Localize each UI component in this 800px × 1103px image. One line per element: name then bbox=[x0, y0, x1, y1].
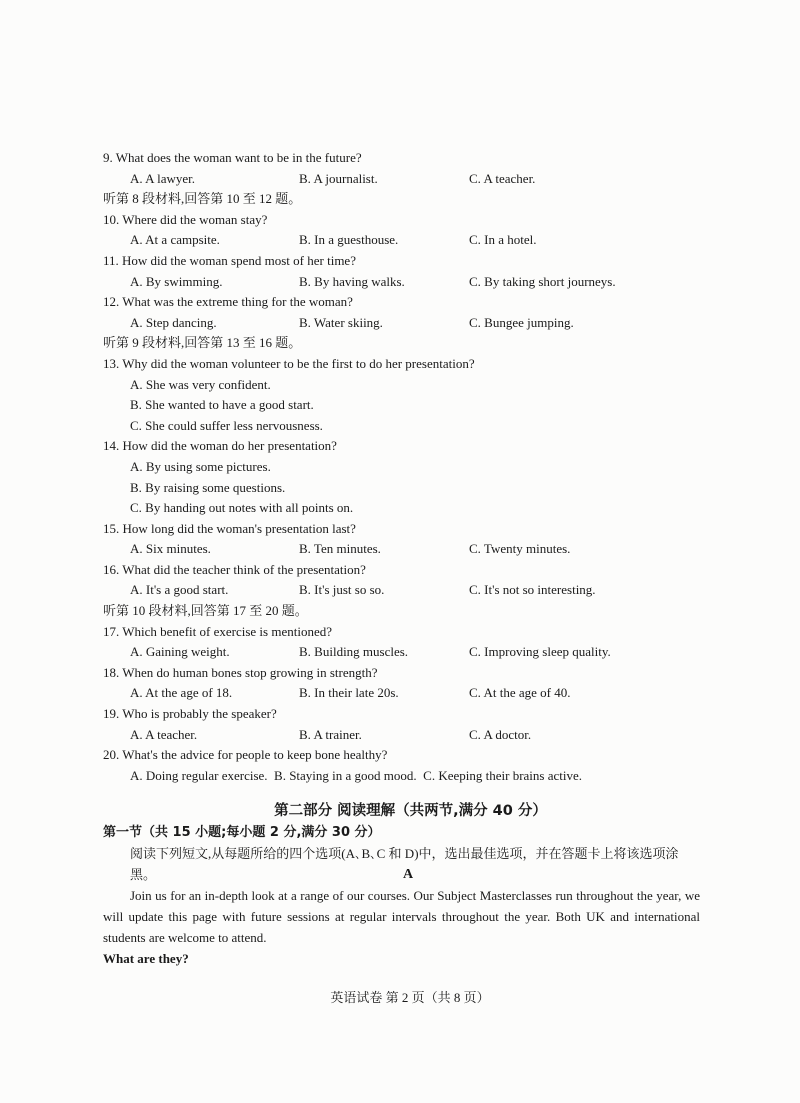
question-15-options bbox=[103, 539, 703, 560]
option-c: C. Twenty minutes. bbox=[469, 541, 571, 557]
question-13-stem: 13. Why did the woman volunteer to be the first to do her presentation? bbox=[103, 355, 475, 371]
option-a: A. By swimming. bbox=[130, 273, 223, 289]
option-a: A. At the age of 18. bbox=[130, 685, 233, 701]
question-11-stem: 11. How did the woman spend most of her time? bbox=[103, 252, 356, 268]
option-a: A. Gaining weight. bbox=[130, 644, 230, 660]
option-a: A. At a campsite. bbox=[130, 232, 220, 248]
option-a: A. Step dancing. bbox=[130, 314, 217, 330]
question-13-option-a: A. She was very confident. bbox=[130, 376, 271, 392]
reading-direction: 阅读下列短文,从每题所给的四个选项(A､B､C 和 D)中，选出最佳选项，并在答题卡上将该选项涂黑。 bbox=[130, 846, 679, 883]
question-14-stem: 14. How did the woman do her presentation? bbox=[103, 438, 337, 454]
question-13-option-b: B. She wanted to have a good start. bbox=[130, 397, 314, 413]
what-are-they-heading: What are they? bbox=[103, 951, 189, 967]
instruction-section-9: 听第 9 段材料,回答第 13 至 16 题。 bbox=[103, 335, 302, 351]
option-b: B. Water skiing. bbox=[299, 314, 383, 330]
passage-paragraph bbox=[103, 885, 700, 948]
question-14-option-c: C. By handing out notes with all points on. bbox=[130, 500, 354, 516]
option-b: B. Building muscles. bbox=[299, 644, 409, 660]
question-18-options bbox=[103, 683, 703, 704]
option-b: B. A journalist. bbox=[299, 170, 378, 186]
question-10-options bbox=[103, 230, 703, 251]
exam-content bbox=[103, 148, 703, 969]
option-c: C. A doctor. bbox=[469, 726, 532, 742]
question-12-stem: 12. What was the extreme thing for the woman? bbox=[103, 294, 353, 310]
instruction-section-8: 听第 8 段材料,回答第 10 至 12 题。 bbox=[103, 191, 302, 207]
question-9-options bbox=[103, 169, 703, 190]
option-a: A. It's a good start. bbox=[130, 582, 229, 598]
option-a: A. A lawyer. bbox=[130, 170, 195, 186]
question-14-option-b: B. By raising some questions. bbox=[130, 479, 286, 495]
question-9-stem: 9. What does the woman want to be in the future? bbox=[103, 150, 362, 165]
question-19-options bbox=[103, 725, 703, 746]
question-14-option-a: A. By using some pictures. bbox=[130, 458, 271, 474]
question-20-stem: 20. What's the advice for people to keep bone healthy? bbox=[103, 747, 388, 763]
option-b: B. A trainer. bbox=[299, 726, 362, 742]
option-b: B. In their late 20s. bbox=[299, 685, 399, 701]
question-19-stem: 19. Who is probably the speaker? bbox=[103, 706, 277, 722]
option-c: C. Bungee jumping. bbox=[469, 314, 574, 330]
passage-text: Join us for an in-depth look at a range of our courses. Our Subject Masterclasses run throughout the year, we will update this page with future sessions at regular intervals throughout the year. Both UK and international students are welcome to attend. bbox=[103, 888, 700, 946]
page-footer: 英语试卷 第 2 页（共 8 页） bbox=[330, 990, 490, 1005]
option-a: A. Six minutes. bbox=[130, 541, 211, 557]
section-1-title: 第一节（共 15 小题;每小题 2 分,满分 30 分） bbox=[103, 825, 381, 841]
question-12-options bbox=[103, 313, 703, 334]
option-c: C. In a hotel. bbox=[469, 232, 537, 248]
option-c: C. A teacher. bbox=[469, 170, 536, 186]
question-11-options bbox=[103, 272, 703, 293]
option-a: A. A teacher. bbox=[130, 726, 198, 742]
question-16-options bbox=[103, 580, 703, 601]
question-20-options: A. Doing regular exercise. B. Staying in a good mood. C. Keeping their brains active. bbox=[130, 767, 583, 783]
option-c: C. By taking short journeys. bbox=[469, 273, 616, 289]
option-b: B. By having walks. bbox=[299, 273, 405, 289]
question-18-stem: 18. When do human bones stop growing in strength? bbox=[103, 664, 378, 680]
instruction-section-10: 听第 10 段材料,回答第 17 至 20 题。 bbox=[103, 603, 308, 619]
question-16-stem: 16. What did the teacher think of the presentation? bbox=[103, 561, 366, 577]
option-c: C. It's not so interesting. bbox=[469, 582, 596, 598]
option-b: B. In a guesthouse. bbox=[299, 232, 399, 248]
question-10-stem: 10. Where did the woman stay? bbox=[103, 211, 268, 227]
part-2-title: 第二部分 阅读理解（共两节,满分 40 分） bbox=[274, 803, 547, 820]
option-c: C. At the age of 40. bbox=[469, 685, 571, 701]
passage-label: A bbox=[402, 867, 414, 883]
option-b: B. It's just so so. bbox=[299, 582, 385, 598]
option-b: B. Ten minutes. bbox=[299, 541, 381, 557]
option-c: C. Improving sleep quality. bbox=[469, 644, 611, 660]
question-15-stem: 15. How long did the woman's presentation last? bbox=[103, 520, 356, 536]
question-13-option-c: C. She could suffer less nervousness. bbox=[130, 417, 323, 433]
question-17-stem: 17. Which benefit of exercise is mentioned? bbox=[103, 623, 332, 639]
question-17-options bbox=[103, 642, 703, 663]
